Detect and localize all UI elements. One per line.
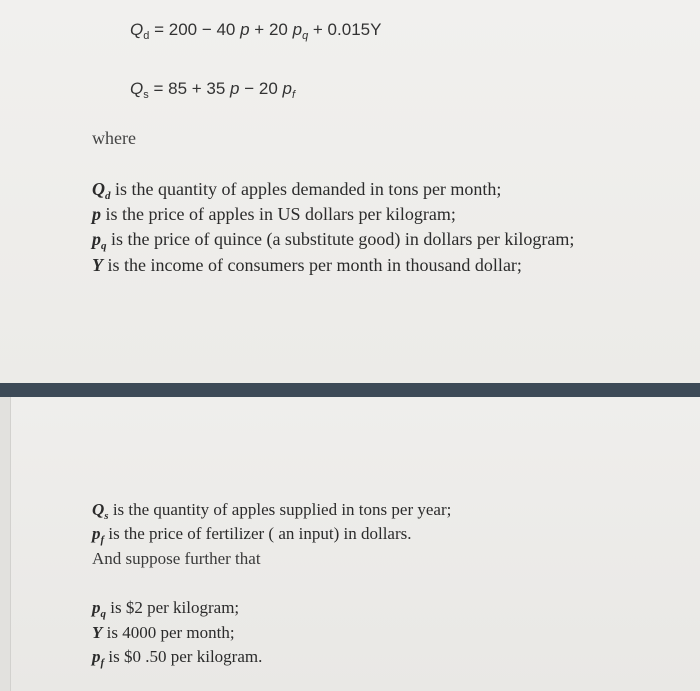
definition-pf — [92, 524, 411, 546]
supply-p2-sub: f — [291, 89, 296, 101]
supply-part1: = 85 + 35 — [148, 79, 231, 98]
definition-text: is the price of fertilizer ( an input) in dollars. — [104, 524, 412, 543]
supply-equation — [130, 79, 295, 101]
demand-p1: p — [240, 20, 250, 39]
definition-qd — [92, 179, 501, 202]
demand-p2-sub: q — [302, 30, 309, 42]
definition-symbol: p — [92, 204, 101, 224]
suppose-text: And suppose further that — [92, 549, 261, 568]
demand-p2: p — [292, 20, 303, 39]
demand-lhs-sub: d — [143, 30, 150, 42]
demand-lhs: Q — [130, 20, 144, 39]
assumption-pf — [92, 647, 262, 669]
assumption-subscript: f — [100, 657, 105, 669]
definition-symbol: p — [92, 229, 101, 249]
demand-part3: + 0.015Y — [308, 20, 382, 39]
definition-text: is the price of apples in US dollars per kilogram; — [101, 204, 456, 224]
definition-text: is the quantity of apples supplied in tons per year; — [108, 500, 452, 519]
supply-p2: p — [282, 79, 292, 98]
supply-part2: − 20 — [239, 79, 283, 98]
supply-lhs: Q — [130, 79, 144, 98]
definition-y — [92, 255, 522, 278]
lower-panel-edge — [0, 397, 11, 691]
definition-symbol: Q — [92, 179, 105, 199]
definition-subscript: q — [101, 240, 107, 252]
definition-subscript: s — [104, 510, 109, 522]
supply-lhs-sub: s — [143, 89, 149, 101]
assumption-symbol: Y — [92, 623, 103, 642]
definition-symbol: Q — [92, 500, 105, 519]
definition-qs — [92, 500, 451, 522]
definition-subscript: d — [105, 190, 111, 202]
assumption-symbol: p — [92, 598, 101, 617]
supply-p1: p — [230, 79, 240, 98]
demand-part2: + 20 — [249, 20, 293, 39]
assumption-text: is $0 .50 per kilogram. — [104, 647, 263, 666]
assumption-subscript: q — [100, 608, 106, 620]
definition-text: is the quantity of apples demanded in tons per month; — [110, 179, 502, 199]
definition-text: is the income of consumers per month in thousand dollar; — [103, 255, 522, 275]
assumption-text: is $2 per kilogram; — [106, 598, 240, 617]
panel-divider — [0, 383, 700, 397]
assumption-text: is 4000 per month; — [102, 623, 235, 642]
demand-part1: = 200 − 40 — [149, 20, 241, 39]
definition-pq — [92, 229, 574, 252]
assumption-symbol: p — [92, 647, 101, 666]
definition-symbol: p — [92, 524, 101, 543]
assumption-y — [92, 623, 235, 645]
definition-p — [92, 204, 456, 227]
assumption-pq — [92, 598, 239, 620]
where-label: where — [92, 128, 136, 148]
definition-symbol: Y — [92, 255, 103, 275]
demand-equation — [130, 20, 381, 42]
definition-subscript: f — [100, 534, 105, 546]
definition-text: is the price of quince (a substitute good) in dollars per kilogram; — [106, 229, 575, 249]
